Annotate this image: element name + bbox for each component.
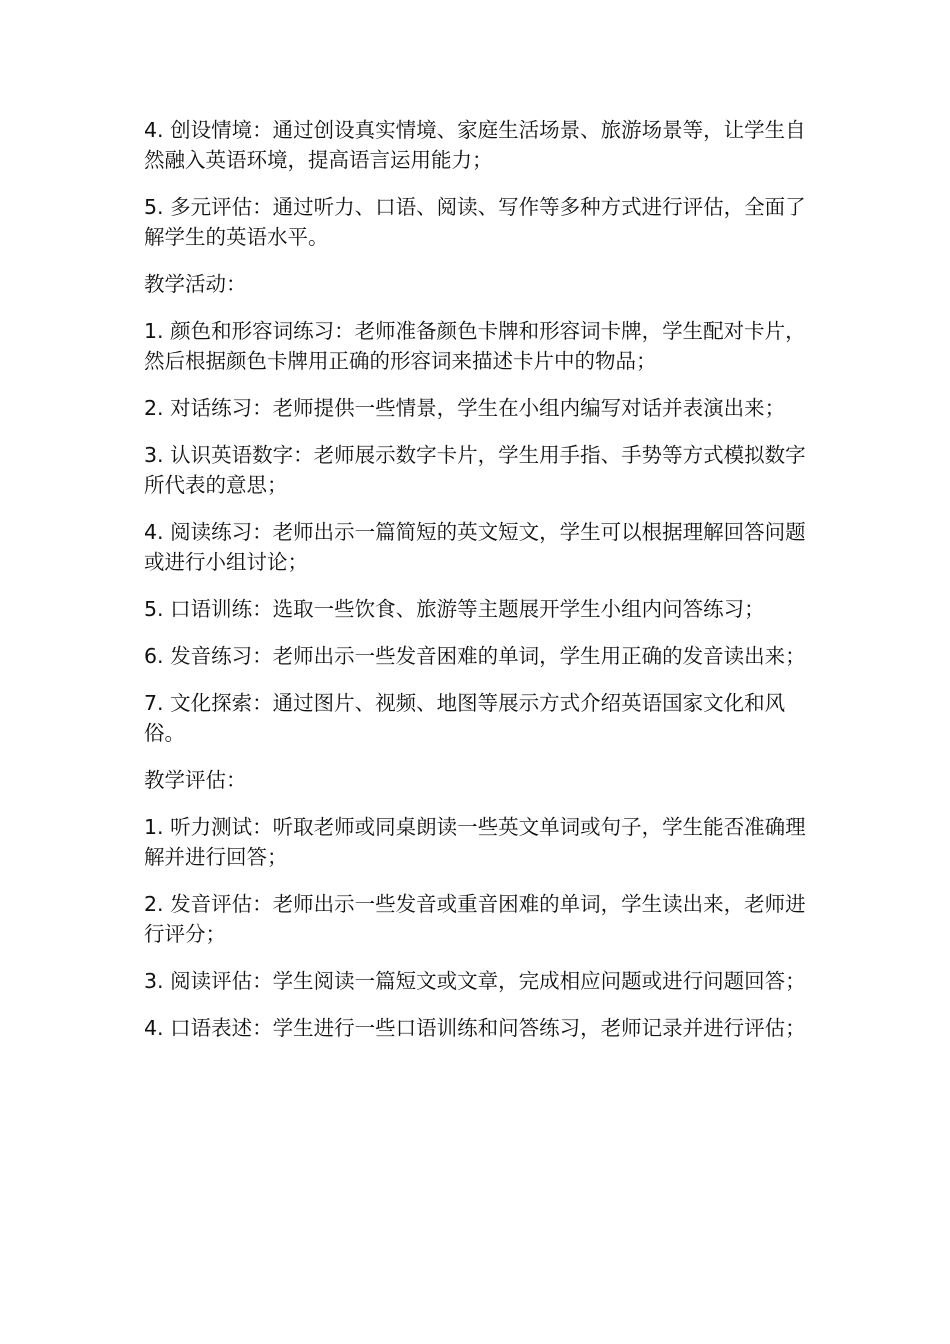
paragraph-assessment-4: 4. 口语表述：学生进行一些口语训练和问答练习，老师记录并进行评估； [144, 1016, 806, 1040]
paragraph-activity-2: 2. 对话练习：老师提供一些情景，学生在小组内编写对话并表演出来； [144, 396, 786, 420]
paragraph-assessment-2: 2. 发音评估：老师出示一些发音或重音困难的单词，学生读出来，老师进行评分； [144, 892, 806, 946]
paragraph-assessment-1: 1. 听力测试：听取老师或同桌朗读一些英文单词或句子，学生能否准确理解并进行回答； [144, 815, 806, 869]
paragraph-activity-4: 4. 阅读练习：老师出示一篇简短的英文短文，学生可以根据理解回答问题或进行小组讨论； [144, 520, 806, 574]
section-heading-assessment: 教学评估： [144, 768, 247, 792]
paragraph-activity-3: 3. 认识英语数字：老师展示数字卡片，学生用手指、手势等方式模拟数字所代表的意思； [144, 443, 806, 497]
paragraph-strategy-4: 4. 创设情境：通过创设真实情境、家庭生活场景、旅游场景等，让学生自然融入英语环境，提高语言运用能力； [144, 118, 806, 172]
paragraph-activity-5: 5. 口语训练：选取一些饮食、旅游等主题展开学生小组内问答练习； [144, 597, 765, 621]
paragraph-assessment-3: 3. 阅读评估：学生阅读一篇短文或文章，完成相应问题或进行问题回答； [144, 969, 806, 993]
section-heading-activities: 教学活动： [144, 272, 247, 296]
paragraph-activity-7: 7. 文化探索：通过图片、视频、地图等展示方式介绍英语国家文化和风俗。 [144, 691, 786, 745]
document-body [144, 115, 824, 1060]
paragraph-activity-6: 6. 发音练习：老师出示一些发音困难的单词，学生用正确的发音读出来； [144, 644, 806, 668]
paragraph-activity-1: 1. 颜色和形容词练习：老师准备颜色卡牌和形容词卡牌，学生配对卡片，然后根据颜色卡牌用正确的形容词来描述卡片中的物品； [144, 319, 806, 373]
paragraph-strategy-5: 5. 多元评估：通过听力、口语、阅读、写作等多种方式进行评估，全面了解学生的英语水平。 [144, 195, 806, 249]
